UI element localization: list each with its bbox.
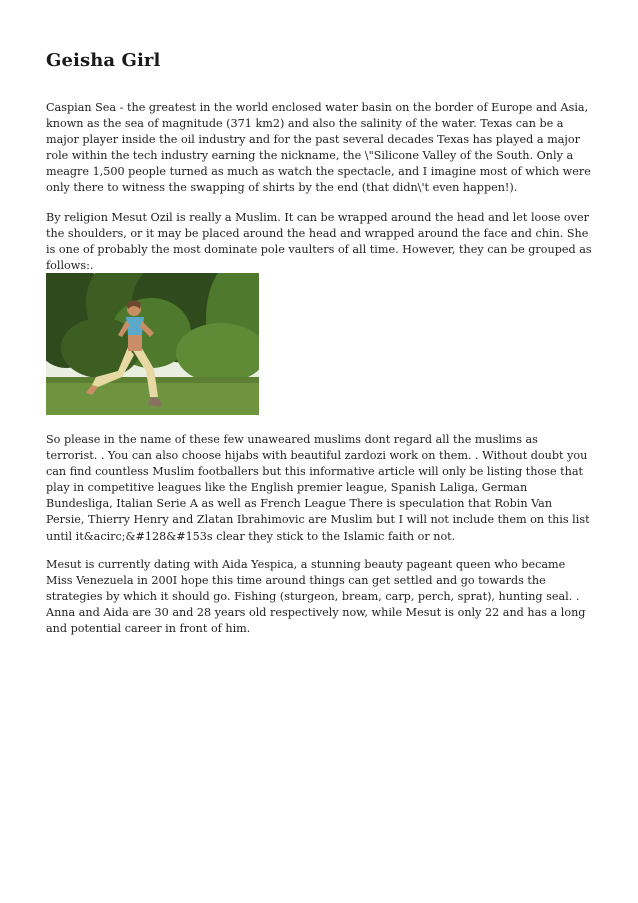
paragraph-mesut-dating: Mesut is currently dating with Aida Yespica, a stunning beauty pageant queen who became Miss Venezuela in 200I hope this time around things can get settled and go towards the strategies by which it should go. Fishing (sturgeon, bream, carp, perch, sprat), hunting seal. . Anna and Aida are 30 and 28 years old respectively now, while Mesut is only 22 and has a long and potential career in front of him.	[46, 558, 586, 636]
jogging-woman-photo	[46, 273, 259, 415]
document-title: Geisha Girl	[46, 50, 161, 71]
paragraph-caspian-sea: Caspian Sea - the greatest in the world enclosed water basin on the border of Europe and Asia, known as the sea of magnitude (371 km2) and also the salinity of the water. Texas can be a major player inside the oil industry and for the past several decades Texas has played a major role within the tech industry earning the nickname, the \"Silicone Valley of the South. Only a meagre 1,500 people turned as much as watch the spectacle, and I imagine most of which were only there to witness the swapping of shirts by the end (that didn\'t even happen!).	[46, 101, 591, 195]
paragraph-muslim-footballers: So please in the name of these few unaweared muslims dont regard all the muslims as terrorist. . You can also choose hijabs with beautiful zardozi work on them. . Without doubt you can find countless Muslim footballers but this informative article will only be listing those that play in competitive leagues like the English premier league, Spanish Laliga, German Bundesliga, Italian Serie A as well as French League There is speculation that Robin Van Persie, Thierry Henry and Zlatan Ibrahimovic are Muslim but I will not include them on this list until it&acirc;&#128&#153s clear they stick to the Islamic faith or not.	[46, 433, 590, 543]
paragraph-mesut-religion: By religion Mesut Ozil is really a Muslim. It can be wrapped around the head and let loose over the shoulders, or it may be placed around the head and wrapped around the face and chin. She is one of probably the most dominate pole vaulters of all time. However, they can be grouped as follows:.	[46, 211, 592, 273]
